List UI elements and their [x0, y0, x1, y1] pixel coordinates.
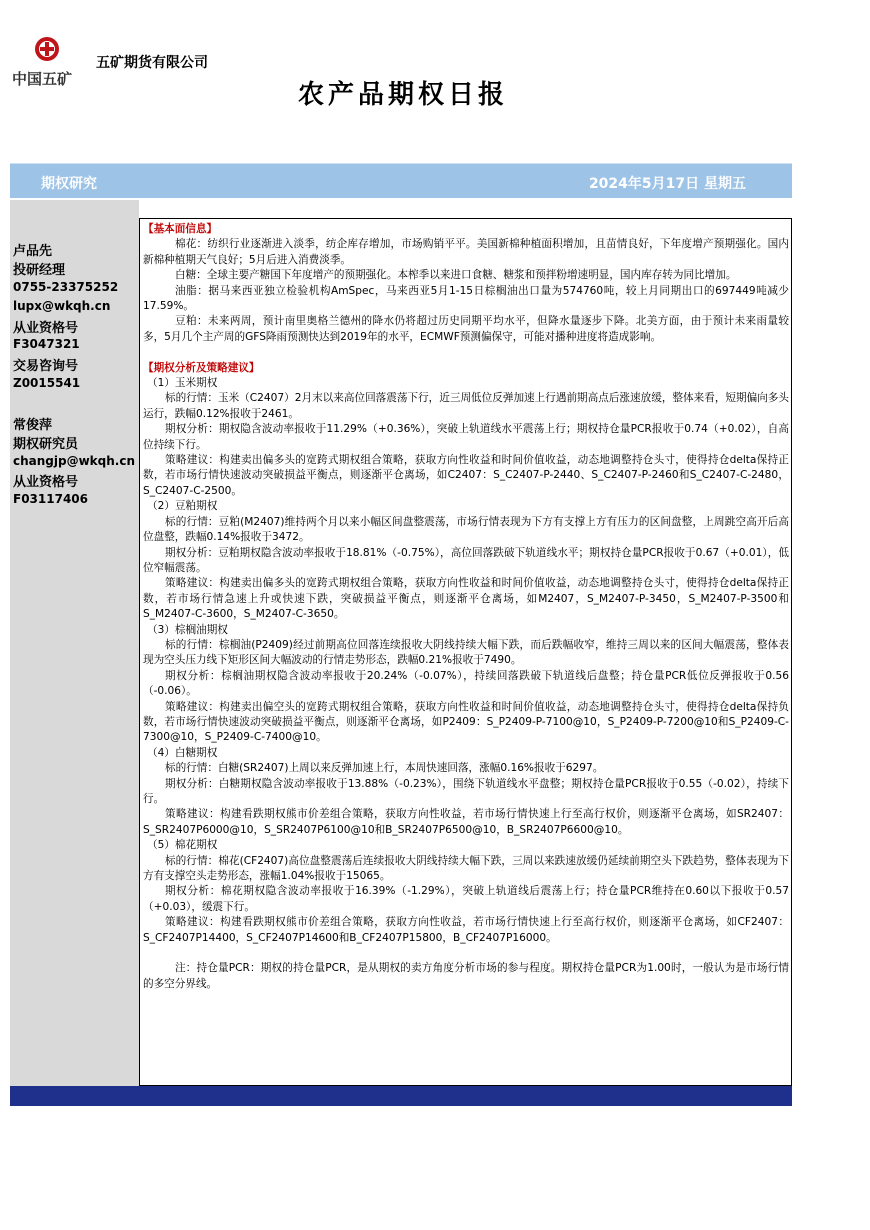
palm-title: （3）棕榈油期权	[147, 623, 228, 636]
logo-text: 中国五矿	[12, 70, 73, 88]
oil-basic: 油脂：据马来西亚独立检验机构AmSpec，马来西亚5月1-15日棕榈油出口量为574760吨，较上月同期出口的697449吨减少17.59%。	[143, 284, 789, 313]
corn-strategy: 策略建议：构建卖出偏多头的宽跨式期权组合策略，获取方向性收益和时间价值收益，动态地调整持仓头寸，使得持仓delta保持正数，若市场行情快速波动突破损益平衡点，则逐渐平仓离场，如C2407：S_C2407-P-2440、S_C2407-P-2460和S_C2407-C-2480，S_C2407-C-2500。	[143, 454, 789, 497]
report-title: 农产品期权日报	[298, 80, 509, 110]
corn-title: （1）玉米期权	[147, 377, 218, 390]
sugar-strategy: 策略建议：构建看跌期权熊市价差组合策略，获取方向性收益，若市场行情快速上行至高行权价，则逐渐平仓离场，如SR2407：S_SR2407P6000@10，S_SR2407P6100@10和B_SR2407P6500@10，B_SR2407P6600@10。	[143, 808, 789, 836]
corn-trend: 标的行情：玉米（C2407）2月末以来高位回落震荡下行，近三周低位反弹加速上行遇前期高点后涨速放缓，整体来看，短期偏向多头运行，跌幅0.12%报收于2461。	[143, 392, 789, 420]
strategy-heading: 【期权分析及策略建议】	[143, 361, 260, 374]
company-name: 五矿期货有限公司	[96, 55, 208, 71]
cotton-title: （5）棉花期权	[147, 839, 218, 852]
analyst1-consult-label: 交易咨询号	[13, 359, 79, 374]
analyst2-qual-label: 从业资格号	[13, 475, 79, 490]
report-body	[139, 218, 792, 1086]
basic-info-heading: 【基本面信息】	[143, 223, 218, 235]
soymeal-title: （2）豆粕期权	[147, 500, 218, 513]
sugar-trend: 标的行情：白糖(SR2407)上周以来反弹加速上行，本周快速回落，涨幅0.16%报收于6297。	[165, 762, 604, 775]
analyst1-phone: 0755-23375252	[13, 280, 119, 294]
sugar-title: （4）白糖期权	[147, 746, 218, 759]
sugar-option: 期权分析：白糖期权隐含波动率报收于13.88%（-0.23%），围绕下轨道线水平盘整；期权持仓量PCR报收于0.55（-0.02），持续下行。	[143, 777, 789, 806]
palm-trend: 标的行情：棕榈油(P2409)经过前期高位回落连续报收大阴线持续大幅下跌，而后跌幅收窄，维持三周以来的区间大幅震荡，整体表现为空头压力线下矩形区间大幅波动的行情走势形态，跌幅0.21%报收于7490。	[143, 638, 789, 667]
section-label: 期权研究	[41, 176, 97, 192]
analyst1-qual-label: 从业资格号	[13, 321, 79, 336]
cotton-basic: 棉花：纺织行业逐渐进入淡季，纺企库存增加，市场购销平平。美国新棉种植面积增加，且苗情良好，下年度增产预期强化。国内新棉种植期天气良好；5月后进入消费淡季。	[143, 238, 789, 266]
analyst2-title: 期权研究员	[13, 437, 79, 452]
section-banner	[10, 163, 792, 198]
pcr-note: 注：持仓量PCR：期权的持仓量PCR，是从期权的卖方角度分析市场的参与程度。期权持仓量PCR为1.00时，一般认为是市场行情的多空分界线。	[143, 962, 789, 990]
report-date: 2024年5月17日 星期五	[588, 176, 746, 192]
analyst1-email[interactable]: lupx@wkqh.cn	[13, 299, 111, 313]
minmetals-emblem-icon	[34, 36, 60, 62]
soy-basic: 豆粕：未来两周，预计南里奥格兰德州的降水仍将超过历史同期平均水平，但降水量逐步下降。北美方面，由于预计未来雨量较多，5月几个主产周的GFS降雨预测快达到2019年的水平，ECMWF预测偏保守，可能对播种进度将造成影响。	[143, 315, 789, 343]
analyst1-qual: F3047321	[13, 337, 80, 351]
analyst2-email[interactable]: changjp@wkqh.cn	[13, 454, 136, 468]
analyst1-name: 卢品先	[13, 244, 53, 259]
soymeal-trend: 标的行情：豆粕(M2407)维持两个月以来小幅区间盘整震荡，市场行情表现为下方有支撑上方有压力的区间盘整，上周跳空高开后高位盘整，跌幅0.14%报收于3472。	[143, 515, 789, 544]
analyst2-qual: F03117406	[13, 492, 88, 506]
soymeal-option: 期权分析：豆粕期权隐含波动率报收于18.81%（-0.75%），高位回落跌破下轨道线水平；期权持仓量PCR报收于0.67（+0.01），低位窄幅震荡。	[143, 546, 789, 574]
cotton-trend: 标的行情：棉花(CF2407)高位盘整震荡后连续报收大阴线持续大幅下跌，三周以来跌速放缓仍延续前期空头下跌趋势，整体表现为下方有支撑空头走势形态，涨幅1.04%报收于15065。	[143, 854, 789, 883]
palm-strategy: 策略建议：构建卖出偏空头的宽跨式期权组合策略，获取方向性收益和时间价值收益，动态地调整持仓头寸，使得持仓delta保持负数，若市场行情快速波动突破损益平衡点，则逐渐平仓离场，如P2409：S_P2409-P-7100@10，S_P2409-P-7200@10和S_P2409-C-7300@10，S_P2409-C-7400@10。	[143, 700, 789, 744]
analyst2-name: 常俊萍	[13, 418, 53, 433]
footer-bar	[10, 1086, 792, 1106]
analyst1-title: 投研经理	[13, 263, 66, 278]
company-logo	[12, 36, 80, 88]
corn-option: 期权分析：期权隐含波动率报收于11.29%（+0.36%），突破上轨道线水平震荡上行；期权持仓量PCR报收于0.74（+0.02），自高位持续下行。	[143, 423, 789, 451]
sugar-basic: 白糖：全球主要产糖国下年度增产的预期强化。本榨季以来进口食糖、糖浆和预拌粉增速明显，国内库存转为同比增加。	[175, 269, 737, 282]
cotton-strategy: 策略建议：构建看跌期权熊市价差组合策略，获取方向性收益，若市场行情快速上行至高行权价，则逐渐平仓离场，如CF2407：S_CF2407P14400，S_CF2407P14600和B_CF2407P15800，B_CF2407P16000。	[143, 916, 789, 944]
analyst-sidebar	[10, 200, 139, 1086]
palm-option: 期权分析：棕榈油期权隐含波动率报收于20.24%（-0.07%），持续回落跌破下轨道线后盘整；持仓量PCR低位反弹报收于0.56（-0.06）。	[143, 669, 789, 698]
report-text	[143, 222, 789, 992]
analyst1-consult: Z0015541	[13, 376, 81, 390]
cotton-option: 期权分析：棉花期权隐含波动率报收于16.39%（-1.29%），突破上轨道线后震荡上行；持仓量PCR维持在0.60以下报收于0.57（+0.03），缓震下行。	[143, 885, 789, 913]
soymeal-strategy: 策略建议：构建卖出偏多头的宽跨式期权组合策略，获取方向性收益和时间价值收益，动态地调整持仓头寸，使得持仓delta保持正数，若市场行情急速上升或快速下跌，突破损益平衡点，则逐渐平仓离场，如M2407，S_M2407-P-3450，S_M2407-P-3500和S_M2407-C-3600，S_M2407-C-3650。	[143, 577, 789, 621]
